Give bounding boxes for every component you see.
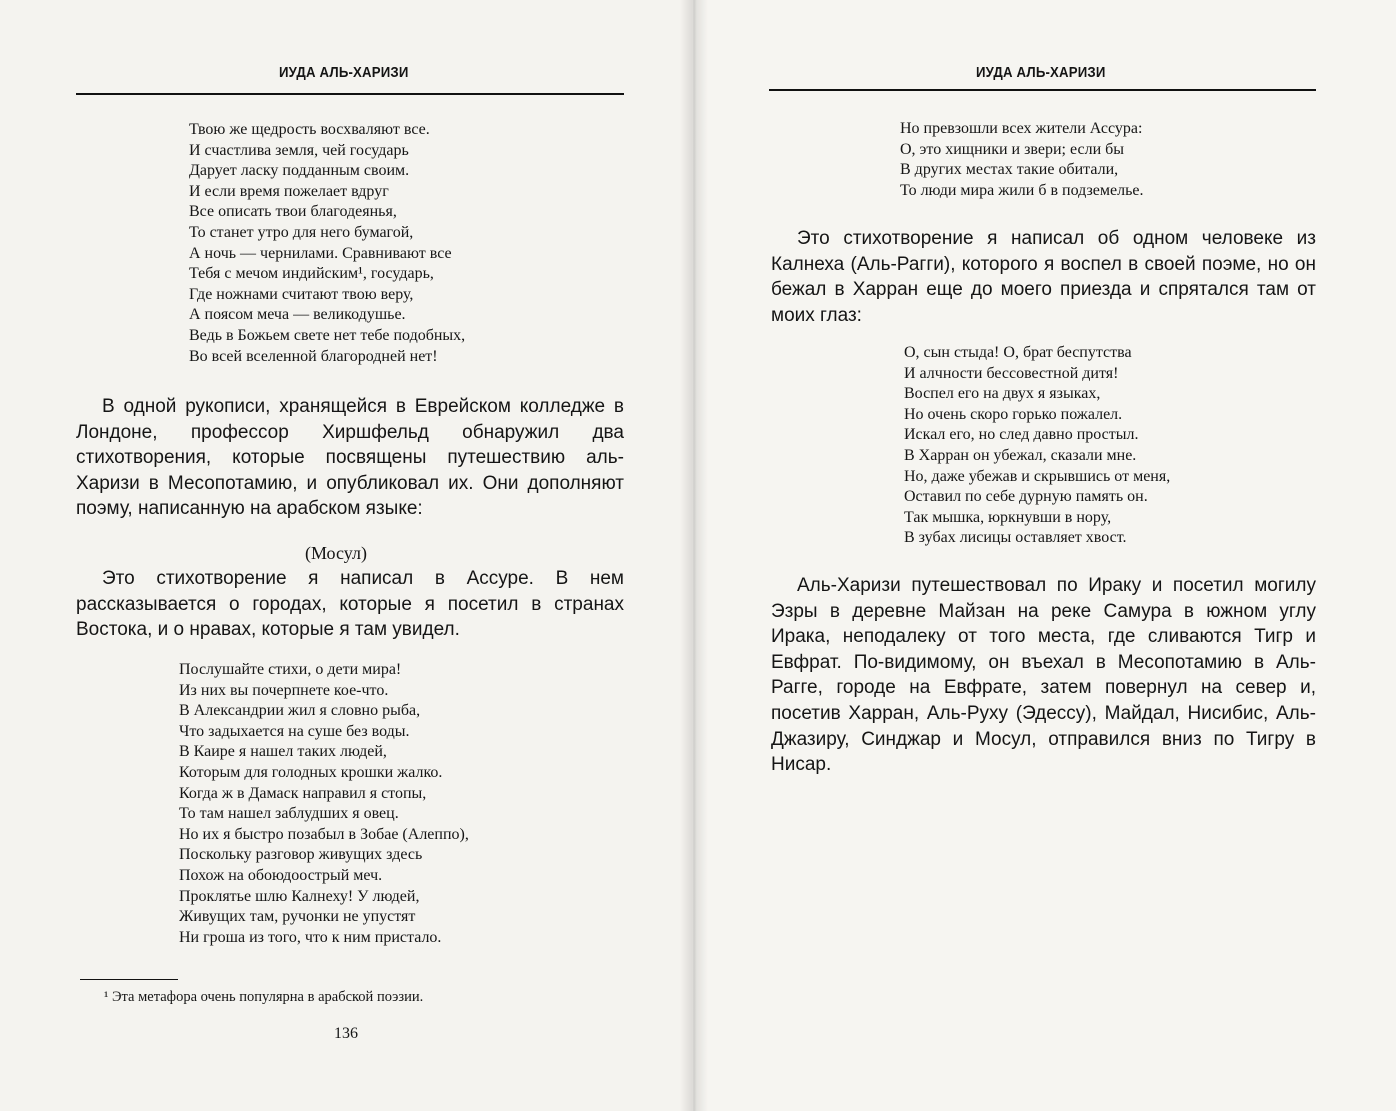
poem-line: Твою же щедрость восхваляют все. (189, 121, 430, 138)
poem-line: То люди мира жили б в подземелье. (900, 181, 1144, 199)
poem-block (904, 343, 1170, 549)
right-page (692, 0, 1396, 1111)
paragraph-text: Аль-Харизи путешествовал по Ираку и посетил могилу Эзры в деревне Майзан на реке Самура в южном углу Ирака, неподалеку от того места, где сливаются Тигр и Евфрат. По-видимому, он въехал в Месопотамию в Аль-Рагге, городе на Евфрате, затем повернул на север и, посетив Харран, Аль-Руху (Эдессу), Майдал, Нисибис, Аль-Джазиру, Синджар и Мосул, отправился вниз по Тигру в Нисар. (771, 575, 1316, 776)
poem-line: Так мышка, юркнувши в нору, (904, 508, 1112, 526)
poem-line: Где ножнами считают твою веру, (189, 285, 414, 303)
header-rule (769, 89, 1316, 91)
poem-line: Живущих там, ручонки не упустят (179, 908, 416, 926)
poem-line: В Каире я нашел таких людей, (179, 743, 387, 761)
poem-line: А поясом меча — великодушье. (189, 306, 406, 324)
poem-line: Тебя с мечом индийским¹, государь, (189, 265, 434, 283)
poem-line: В зубах лисицы оставляет хвост. (904, 529, 1127, 547)
poem-line: Которым для голодных крошки жалко. (179, 763, 443, 781)
poem-line: Но их я быстро позабыл в Зобае (Алеппо), (179, 825, 469, 843)
poem-line: Ни гроша из того, что к ним пристало. (179, 928, 442, 946)
poem-line: Дарует ласку подданным своим. (189, 162, 410, 180)
poem-caption: (Мосул) (305, 543, 367, 563)
poem-line: Похож на обоюдоострый меч. (179, 866, 383, 884)
footnote: ¹ Эта метафора очень популярна в арабской поэзии. (104, 989, 424, 1005)
poem-line: То там нашел заблудших я овец. (179, 805, 399, 823)
poem-line: Ведь в Божьем свете нет тебе подобных, (189, 326, 466, 344)
poem-line: И алчности бессовестной дитя! (904, 364, 1119, 382)
poem-line: А ночь — чернилами. Сравнивают все (189, 244, 452, 262)
poem-line: Все описать твои благодеянья, (189, 203, 397, 221)
poem-block (179, 660, 469, 948)
prose-paragraph (76, 394, 624, 522)
poem-line: Когда ж в Дамаск направил я стопы, (179, 784, 427, 802)
prose-paragraph (76, 566, 624, 643)
poem-line: И если время пожелает вдруг (189, 182, 389, 200)
poem-line: Проклятье шлю Калнеху! У людей, (179, 887, 420, 905)
poem-line: О, сын стыда! О, брат беспутства (904, 344, 1132, 361)
poem-block (189, 120, 465, 367)
poem-line: Но очень скоро горько пожалел. (904, 405, 1123, 423)
left-page (0, 0, 692, 1111)
poem-block (900, 119, 1144, 201)
prose-paragraph (771, 226, 1316, 328)
poem-line: То станет утро для него бумагой, (189, 223, 414, 241)
poem-line: Но превзошли всех жители Ассура: (900, 120, 1143, 137)
poem-line: Что задыхается на суше без воды. (179, 722, 410, 740)
poem-line: Оставил по себе дурную память он. (904, 488, 1148, 506)
poem-line: И счастлива земля, чей государь (189, 141, 409, 159)
poem-line: Из них вы почерпнете кое-что. (179, 681, 389, 699)
prose-paragraph (771, 573, 1316, 778)
running-head: ИУДА АЛЬ-ХАРИЗИ (976, 64, 1106, 81)
footnote-rule (80, 979, 178, 980)
poem-line: Но, даже убежав и скрывшись от меня, (904, 467, 1171, 485)
poem-line: В Александрии жил я словно рыба, (179, 702, 421, 720)
poem-line: Во всей вселенной благородней нет! (189, 347, 438, 365)
poem-line: В Харран он убежал, сказали мне. (904, 446, 1137, 464)
poem-line: Воспел его на двух я языках, (904, 385, 1101, 403)
poem-line: В других местах такие обитали, (900, 161, 1119, 179)
running-head: ИУДА АЛЬ-ХАРИЗИ (279, 64, 409, 81)
poem-line: Поскольку разговор живущих здесь (179, 846, 423, 864)
poem-line: Послушайте стихи, о дети мира! (179, 661, 402, 678)
paragraph-text: Это стихотворение я написал в Ассуре. В нем рассказывается о городах, которые я посетил в странах Востока, и о нравах, которые я там увидел. (76, 568, 624, 641)
book-gutter (680, 0, 708, 1111)
paragraph-text: В одной рукописи, хранящейся в Еврейском колледже в Лондоне, профессор Хиршфельд обнаружил два стихотворения, которые посвящены путешествию аль-Харизи в Месопотамию, и опубликовал их. Они дополняют поэму, написанную на арабском языке: (76, 396, 624, 520)
page-number: 136 (334, 1025, 358, 1042)
paragraph-text: Это стихотворение я написал об одном человеке из Калнеха (Аль-Рагги), которого я воспел в своей поэме, но он бежал в Харран еще до моего приезда и спрятался там от моих глаз: (771, 228, 1316, 326)
poem-line: О, это хищники и звери; если бы (900, 140, 1125, 158)
header-rule (76, 93, 624, 95)
poem-line: Искал его, но след давно простыл. (904, 426, 1139, 444)
